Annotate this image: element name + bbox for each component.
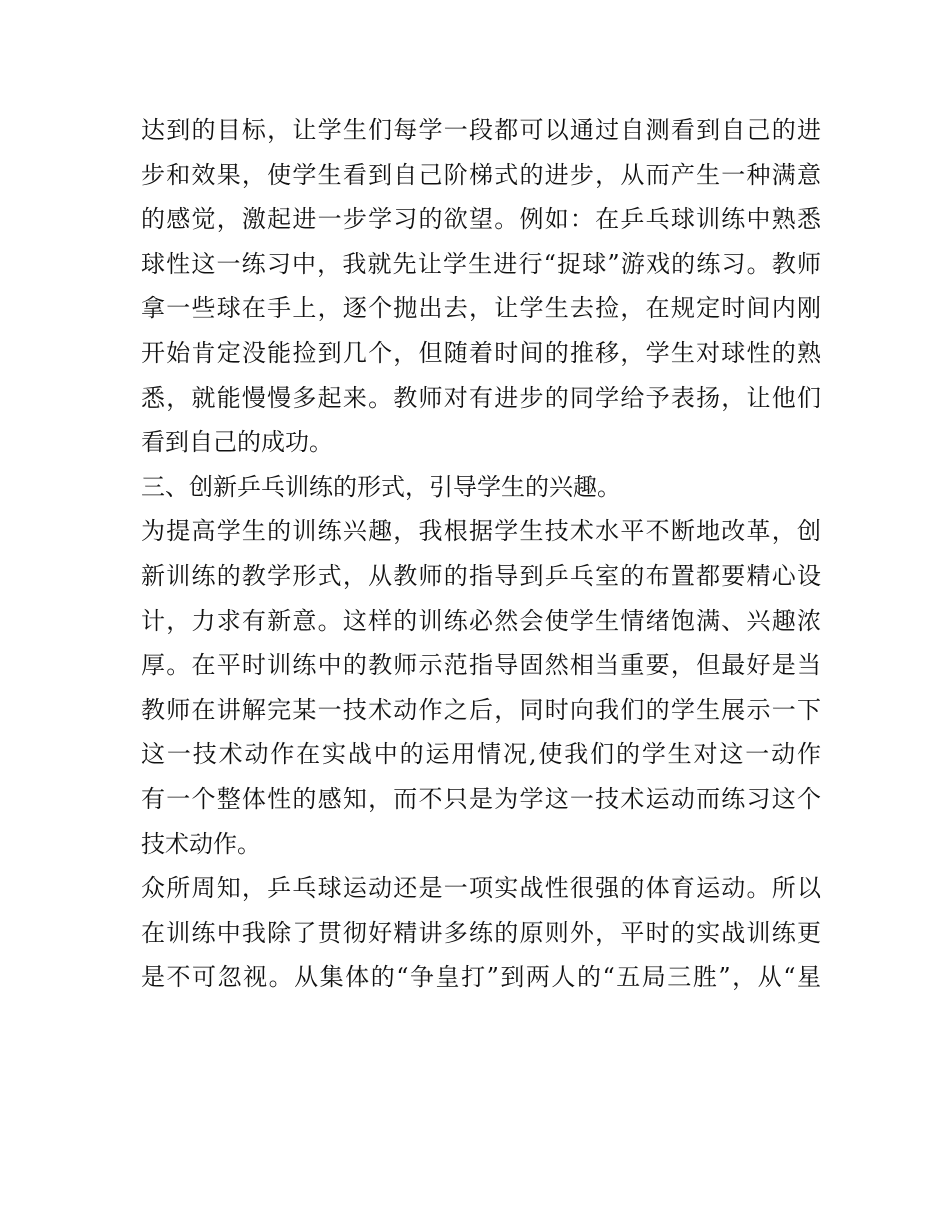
- section-heading: 三、创新乒乓训练的形式，引导学生的兴趣。: [141, 472, 621, 501]
- text-line: 看到自己的成功。: [141, 428, 333, 457]
- text-line: 达到的目标，让学生们每学一段都可以通过自测看到自己的进: [141, 116, 821, 144]
- text-line: 为提高学生的训练兴趣，我根据学生技术水平不断地改革，创: [141, 517, 821, 546]
- text-line: 这一技术动作在实战中的运用情况,使我们的学生对这一动作: [141, 740, 821, 769]
- text-line: 众所周知，乒乓球运动还是一项实战性很强的体育运动。所以: [141, 874, 821, 903]
- document-body: [141, 108, 821, 1000]
- text-line: 有一个整体性的感知，而不只是为学这一技术运动而练习这个: [141, 784, 821, 813]
- text-line: 开始肯定没能捡到几个，但随着时间的推移，学生对球性的熟: [141, 338, 821, 367]
- text-line: 计，力求有新意。这样的训练必然会使学生情绪饱满、兴趣浓: [141, 606, 821, 635]
- text-line: 拿一些球在手上，逐个抛出去，让学生去捡，在规定时间内刚: [141, 294, 821, 323]
- text-line: 新训练的教学形式，从教师的指导到乒乓室的布置都要精心设: [141, 561, 821, 590]
- text-line: 悉，就能慢慢多起来。教师对有进步的同学给予表扬，让他们: [141, 383, 821, 412]
- text-line: 步和效果，使学生看到自己阶梯式的进步，从而产生一种满意: [141, 160, 821, 189]
- text-line: 技术动作。: [141, 829, 261, 858]
- text-line: 球性这一练习中，我就先让学生进行“捉球”游戏的练习。教师: [141, 249, 821, 278]
- text-line: 厚。在平时训练中的教师示范指导固然相当重要，但最好是当: [141, 651, 821, 680]
- text-line: 在训练中我除了贯彻好精讲多练的原则外，平时的实战训练更: [141, 918, 821, 947]
- text-line: 是不可忽视。从集体的“争皇打”到两人的“五局三胜”，从“星: [141, 963, 821, 992]
- text-line: 教师在讲解完某一技术动作之后，同时向我们的学生展示一下: [141, 695, 821, 724]
- text-line: 的感觉，激起进一步学习的欲望。例如：在乒乓球训练中熟悉: [141, 205, 821, 234]
